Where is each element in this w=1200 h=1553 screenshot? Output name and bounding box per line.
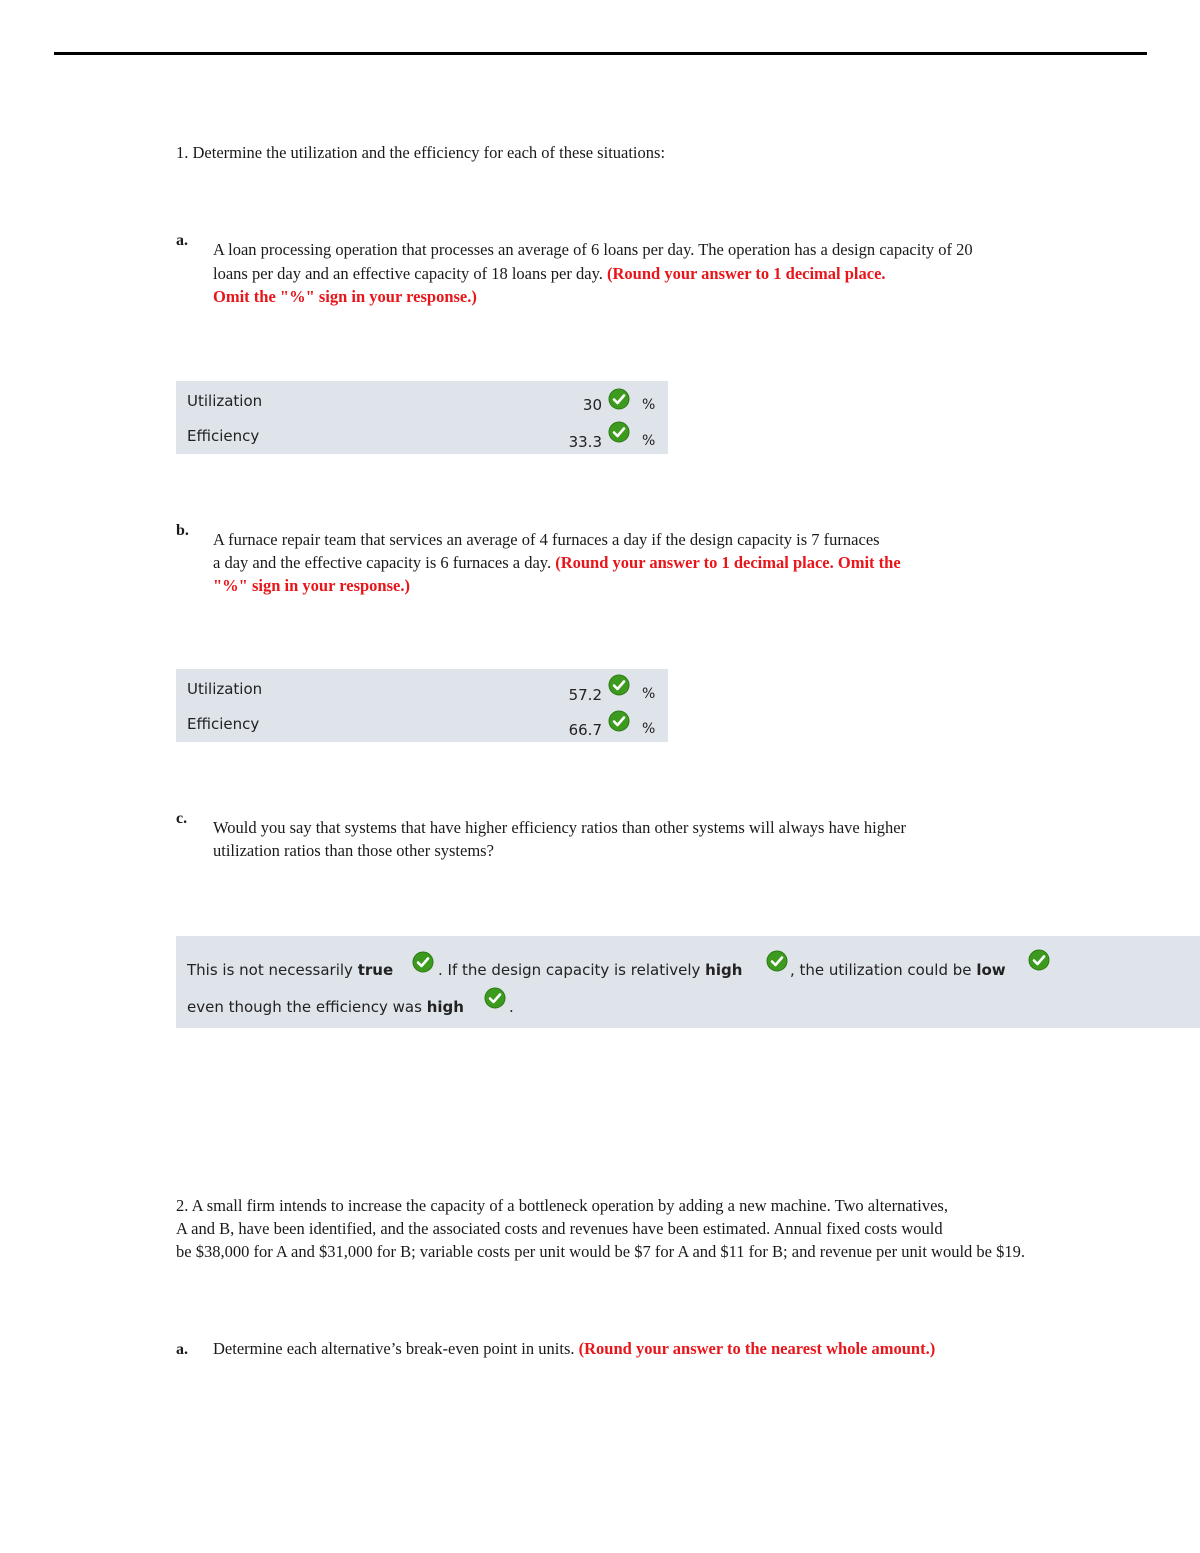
- part-a-text: loans per day and an effective capacity of 18 loans per day.: [213, 264, 603, 283]
- answer-line-2: [187, 998, 464, 1016]
- answer-text: . If the design capacity is relatively: [438, 961, 701, 979]
- part-b-instruction: (Round your answer to 1 decimal place. Omit the: [555, 553, 901, 572]
- part-c-text-line2: utilization ratios than those other systems?: [213, 841, 494, 860]
- q2-part-a-question: Determine each alternative’s break-even point in units.: [213, 1339, 575, 1358]
- check-icon: [412, 951, 434, 973]
- question-2-line1: 2. A small firm intends to increase the capacity of a bottleneck operation by adding a new machine. Two alternatives,: [176, 1196, 948, 1215]
- utilization-label: Utilization: [187, 680, 263, 698]
- efficiency-label: Efficiency: [187, 427, 260, 445]
- answer-choice-high: high: [426, 998, 464, 1016]
- part-b-text-line2: [213, 553, 901, 573]
- part-a-instruction: (Round your answer to 1 decimal place.: [607, 264, 886, 283]
- check-icon: [1028, 949, 1050, 971]
- part-a-instruction-line3: Omit the "%" sign in your response.): [213, 287, 477, 306]
- check-icon: [766, 950, 788, 972]
- utilization-unit: %: [642, 686, 656, 702]
- answer-table-a: [176, 381, 668, 454]
- efficiency-label: Efficiency: [187, 715, 260, 733]
- answer-text: even though the efficiency was: [187, 998, 422, 1016]
- part-a-text-line2: [213, 264, 886, 284]
- efficiency-unit: %: [642, 433, 656, 449]
- utilization-value: 30: [582, 396, 602, 414]
- answer-choice-low: low: [976, 961, 1006, 979]
- part-b-text-line1: A furnace repair team that services an average of 4 furnaces a day if the design capacity is 7 furnaces: [213, 530, 880, 549]
- part-b-text: a day and the effective capacity is 6 furnaces a day.: [213, 553, 552, 572]
- top-rule: [54, 52, 1147, 55]
- efficiency-unit: %: [642, 721, 656, 737]
- q2-part-a-label: a.: [176, 1341, 188, 1358]
- check-icon: [608, 710, 630, 732]
- utilization-unit: %: [642, 397, 656, 413]
- answer-table-b: [176, 669, 668, 742]
- part-c-text-line1: Would you say that systems that have higher efficiency ratios than other systems will always have higher: [213, 818, 907, 837]
- answer-text: This is not necessarily: [187, 961, 353, 979]
- check-icon: [608, 388, 630, 410]
- question-2-line2: A and B, have been identified, and the associated costs and revenues have been estimated. Annual fixed costs would: [176, 1219, 943, 1238]
- answer-box-c: [176, 936, 1200, 1028]
- answer-choice-true: true: [357, 961, 394, 979]
- answer-period: .: [509, 998, 514, 1016]
- efficiency-value: 66.7: [568, 721, 602, 739]
- efficiency-value: 33.3: [568, 433, 602, 451]
- part-a-label: a.: [176, 232, 188, 249]
- question-2-line3: be $38,000 for A and $31,000 for B; variable costs per unit would be $7 for A and $11 for B; and revenue per unit would be $19.: [176, 1242, 1025, 1261]
- answer-line-1c: [790, 961, 1006, 979]
- part-b-label: b.: [176, 522, 189, 539]
- answer-line-1: [187, 961, 393, 979]
- utilization-label: Utilization: [187, 392, 263, 410]
- q2-part-a-instruction: (Round your answer to the nearest whole amount.): [578, 1339, 936, 1358]
- part-b-instruction-line3: "%" sign in your response.): [213, 576, 410, 595]
- utilization-value: 57.2: [568, 686, 602, 704]
- check-icon: [608, 421, 630, 443]
- part-a-text-line1: A loan processing operation that processes an average of 6 loans per day. The operation has a design capacity of 20: [213, 240, 973, 259]
- answer-line-1b: [438, 961, 742, 979]
- check-icon: [484, 987, 506, 1009]
- answer-text: , the utilization could be: [790, 961, 972, 979]
- part-c-label: c.: [176, 810, 188, 827]
- answer-choice-high: high: [705, 961, 743, 979]
- question-1-title: 1. Determine the utilization and the efficiency for each of these situations:: [176, 143, 666, 162]
- q2-part-a-text: [213, 1339, 935, 1359]
- check-icon: [608, 674, 630, 696]
